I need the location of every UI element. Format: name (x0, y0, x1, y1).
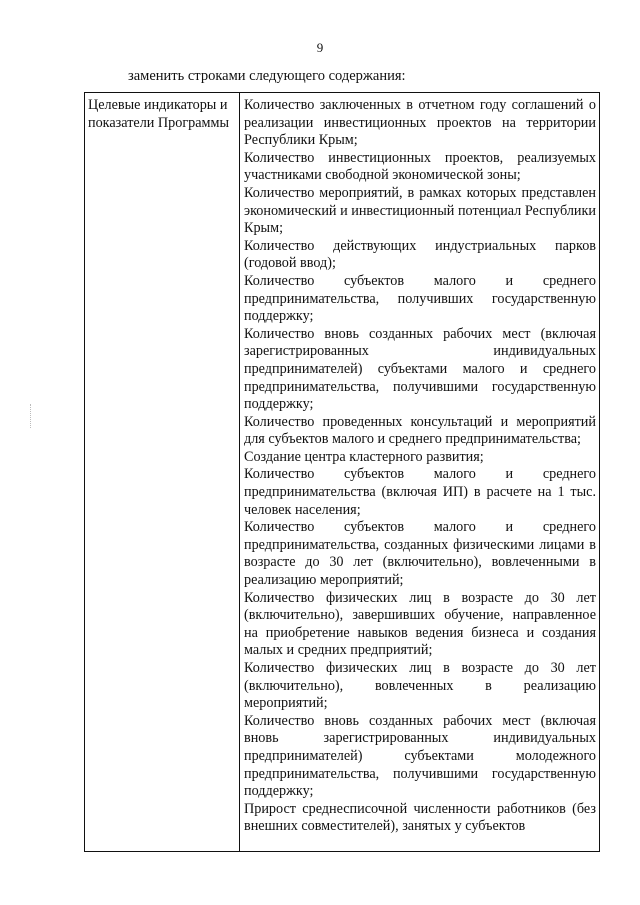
indicator-item: Прирост среднесписочной численности работников (без внешних совместителей), занятых у субъектов (244, 800, 596, 835)
indicator-item: Создание центра кластерного развития; (244, 448, 484, 465)
page-number: 9 (316, 40, 324, 55)
indicator-item: Количество субъектов малого и среднего предпринимательства, созданных физическими лицами в возрасте до 30 лет (включительно), вовлеченными в реализацию мероприятий; (244, 519, 596, 589)
table-row (85, 93, 600, 852)
indicator-item: Количество физических лиц в возрасте до 30 лет (включительно), вовлеченных в реализацию мероприятий; (244, 660, 596, 712)
indicator-item: Количество заключенных в отчетном году соглашений о реализации инвестиционных проектов на территории Республики Крым; (244, 97, 596, 149)
table-label-cell: Целевые индикаторы и показатели Программы (85, 93, 240, 852)
indicator-item: Количество физических лиц в возрасте до 30 лет (включительно), завершивших обучение, направленное на приобретение навыков ведения бизнеса и создания малых и средних предприятий; (244, 589, 596, 659)
indicators-table (84, 92, 600, 852)
indicator-item: Количество субъектов малого и среднего предпринимательства, получивших государственную поддержку; (244, 272, 596, 325)
indicator-item: Количество вновь созданных рабочих мест (включая зарегистрированных индивидуальных предпринимателей) субъектами малого и среднего предпринимательства, получившими государственную поддержку; (244, 325, 596, 413)
indicator-item: Количество проведенных консультаций и мероприятий для субъектов малого и среднего предпринимательства; (244, 413, 596, 448)
indicator-item: Количество инвестиционных проектов, реализуемых участниками свободной экономической зоны; (244, 149, 596, 184)
indicator-item: Количество субъектов малого и среднего предпринимательства (включая ИП) в расчете на 1 тыс. человек населения; (244, 466, 596, 518)
intro-text: заменить строками следующего содержания: (128, 68, 406, 84)
indicators-cell (240, 93, 600, 852)
margin-mark (30, 404, 33, 428)
indicator-item: Количество мероприятий, в рамках которых представлен экономический и инвестиционный потенциал Республики Крым; (244, 184, 596, 237)
indicator-item: Количество действующих индустриальных парков (годовой ввод); (244, 237, 596, 272)
indicator-item: Количество вновь созданных рабочих мест (включая вновь зарегистрированных индивидуальных предпринимателей) субъектами молодежного предпринимательства, получившими государственную поддержку; (244, 712, 596, 800)
